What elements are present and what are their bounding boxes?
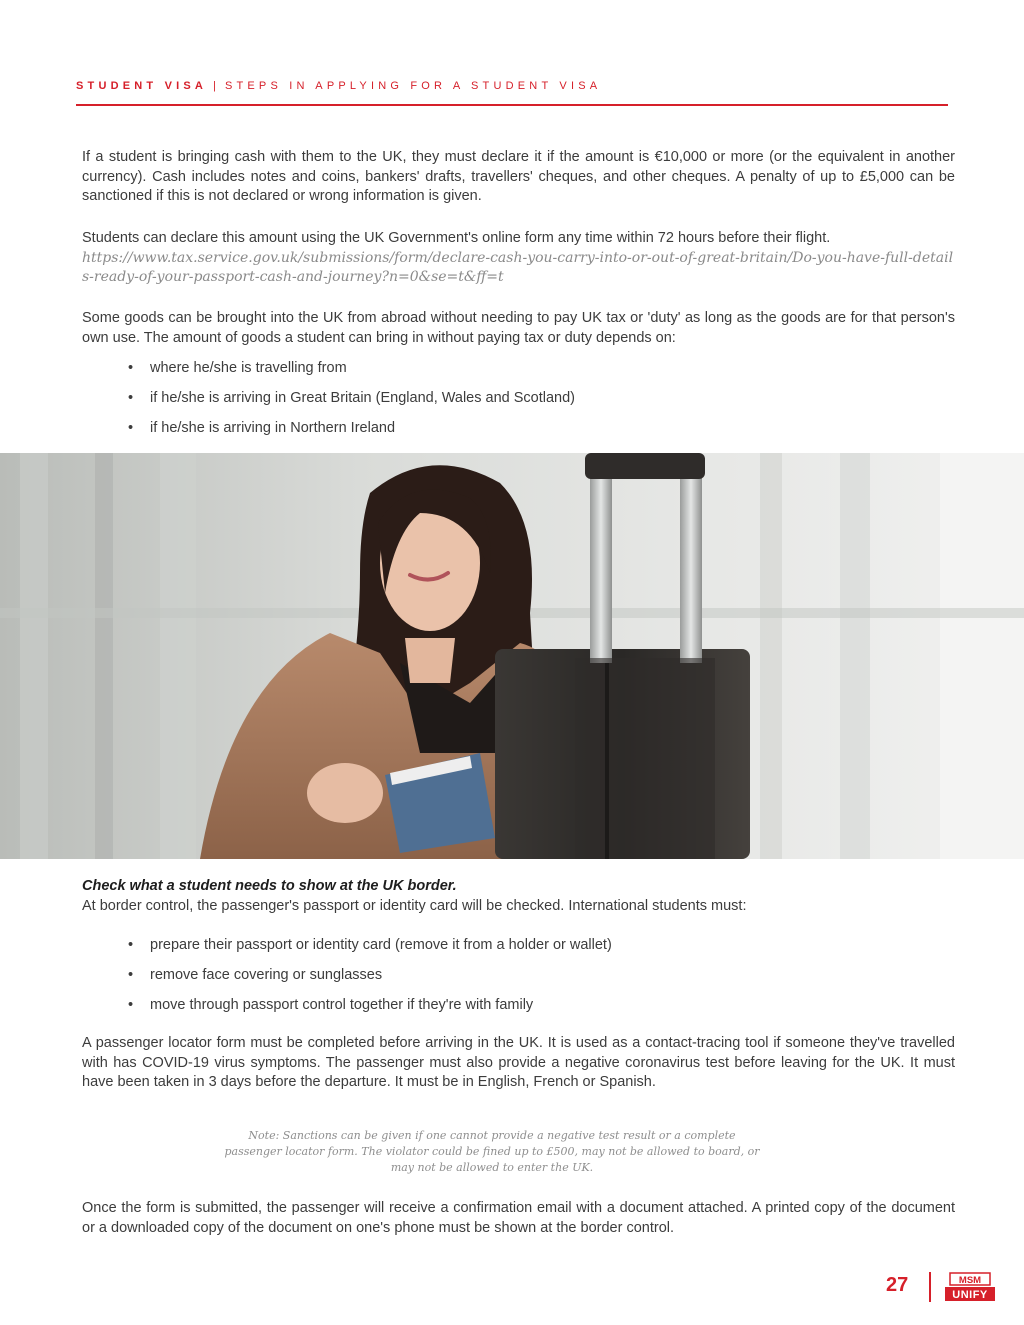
page-number: 27: [886, 1274, 909, 1296]
declare-cash-link[interactable]: https://www.tax.service.gov.uk/submissions/form/declare-cash-you-carry-into-or-out-of-great-britain/Do-you-have-full-details-ready-of-your-passport-cash-and-journey?n=0&se=t&ff=t: [82, 249, 954, 285]
page-header: [76, 80, 601, 92]
declare-paragraph: Students can declare this amount using the UK Government's online form any time within 72 hours before their flight.: [82, 230, 831, 246]
border-bullet-list: [128, 935, 958, 1025]
sanctions-note: Note: Sanctions can be given if one cannot provide a negative test result or a complete passenger locator form. The violator could be fined up to £500, may not be allowed to board, or may not be allowed to enter the UK.: [224, 1129, 760, 1174]
locator-paragraph: A passenger locator form must be completed before arriving in the UK. It is used as a contact-tracing tool if someone they've travelled with has COVID-19 virus symptoms. The passenger must also provide a negative coronavirus test before leaving for the UK. It must have been taken in 3 days before the departure. It must be in English, French or Spanish.: [82, 1035, 955, 1090]
border-heading: Check what a student needs to show at the UK border.: [82, 878, 457, 894]
list-item: • prepare their passport or identity card (remove it from a holder or wallet): [128, 935, 958, 965]
list-item: • where he/she is travelling from: [128, 358, 958, 388]
border-intro: At border control, the passenger's passport or identity card will be checked. International students must:: [82, 897, 747, 914]
header-section: STEPS IN APPLYING FOR A STUDENT VISA: [224, 80, 602, 92]
list-item: • move through passport control together if they're with family: [128, 995, 958, 1025]
cash-paragraph: If a student is bringing cash with them to the UK, they must declare it if the amount is €10,000 or more (or the equivalent in another currency). Cash includes notes and coins, bankers' drafts, travellers' cheques, and other cheques. A penalty of up to £5,000 can be sanctioned if this is not declared or wrong information is given.: [82, 149, 955, 204]
list-item: • if he/she is arriving in Great Britain (England, Wales and Scotland): [128, 388, 958, 418]
header-brand: STUDENT VISA: [76, 80, 208, 92]
footer-divider: [929, 1272, 931, 1302]
woman-with-passport-and-suitcase-image: [0, 453, 1024, 859]
header-divider: [76, 104, 948, 106]
list-item: • remove face covering or sunglasses: [128, 965, 958, 995]
header-separator: |: [213, 80, 216, 92]
logo-top-text: MSM: [958, 1275, 982, 1286]
confirmation-paragraph: Once the form is submitted, the passenger will receive a confirmation email with a document attached. A printed copy of the document or a downloaded copy of the document on one's phone must be shown at the border control.: [82, 1200, 955, 1236]
goods-bullet-list: [128, 358, 958, 448]
goods-paragraph: Some goods can be brought into the UK from abroad without needing to pay UK tax or 'duty' as long as the goods are for that person's own use. The amount of goods a student can bring in without paying tax or duty depends on:: [82, 310, 955, 346]
logo-bottom-text: UNIFY: [952, 1289, 988, 1301]
list-item: • if he/she is arriving in Northern Ireland: [128, 418, 958, 448]
border-section: [82, 877, 955, 916]
msm-unify-logo: [944, 1272, 996, 1302]
traveller-photo: [0, 453, 1024, 859]
declare-block: [82, 229, 955, 288]
